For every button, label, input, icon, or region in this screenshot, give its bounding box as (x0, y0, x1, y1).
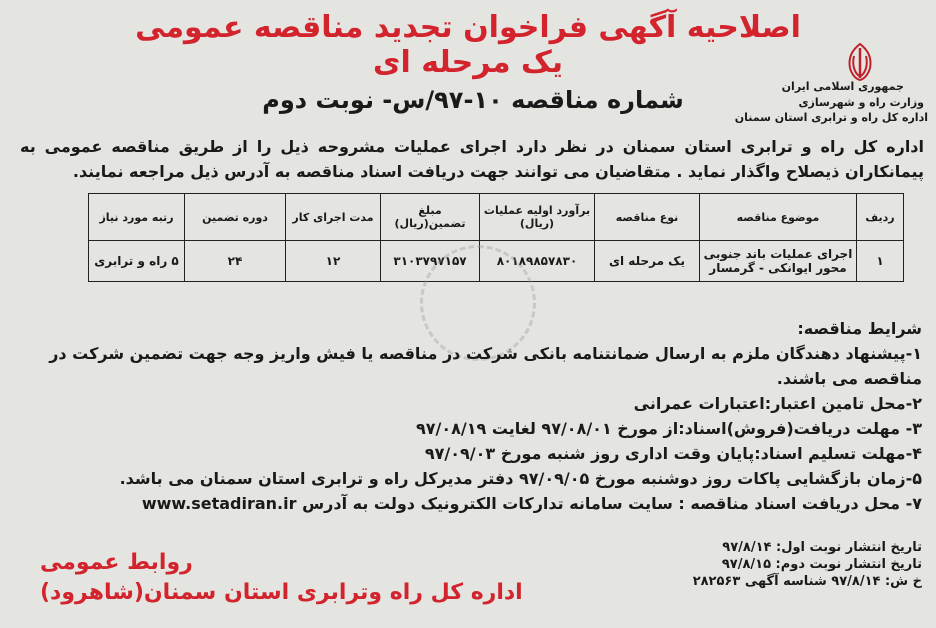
organization-signature: اداره کل راه وترابری استان سمنان(شاهرود) (40, 580, 523, 605)
row-subject: اجرای عملیات باند جنوبی محور ایوانکی - گرمسار (700, 241, 857, 282)
website-link[interactable]: www.setadiran.ir (141, 494, 297, 513)
publication-second: تاریخ انتشار نوبت دوم: ۹۷/۸/۱۵ (721, 557, 922, 572)
conditions-heading: شرایط مناقصه: (797, 319, 922, 338)
condition-item-7-text: ۷- محل دریافت اسناد مناقصه : سایت سامانه تدارکات الکترونیک دولت به آدرس (302, 494, 922, 513)
table-header-cell: مدت اجرای کار (286, 194, 381, 241)
table-header-cell: موضوع مناقصه (700, 194, 857, 241)
table-header-row (89, 194, 904, 241)
condition-item-1: ۱-پیشنهاد دهندگان ملزم به ارسال ضمانتنامه بانکی شرکت در مناقصه یا فیش واریز وجه جهت تضمین شرکت در مناقصه می باشند. (49, 344, 922, 388)
table-header-cell: رتبه مورد نیاز (89, 194, 185, 241)
condition-item-2: ۲-محل تامین اعتبار:اعتبارات عمرانی (633, 394, 922, 413)
condition-item-5: ۵-زمان بازگشایی پاکات روز دوشنبه مورخ ۹۷/۰۹/۰۵ دفتر مدیرکل راه و ترابری استان سمنان می باشد. (119, 469, 922, 488)
row-index: ۱ (857, 241, 904, 282)
row-duration: ۱۲ (286, 241, 381, 282)
public-relations-label: روابط عمومی (40, 550, 193, 575)
condition-item-7 (20, 491, 922, 516)
org-ministry-line: وزارت راه و شهرسازی (798, 96, 924, 109)
intro-paragraph: اداره کل راه و ترابری استان سمنان در نظر دارد اجرای عملیات مشروحه ذیل را از طریق مناقصه عمومی به پیمانکاران ذیصلاح واگذار نماید . متقاضیان می توانند جهت دریافت اسناد مناقصه به آدرس ذیل مراجعه نمایند. (20, 137, 924, 181)
table-header-cell: دوره تضمین (185, 194, 286, 241)
table-header-cell: ردیف (857, 194, 904, 241)
row-warranty: ۲۴ (185, 241, 286, 282)
row-estimate: ۸۰۱۸۹۸۵۷۸۳۰ (480, 241, 595, 282)
table-header-cell: نوع مناقصه (595, 194, 700, 241)
row-guarantee: ۳۱۰۳۷۹۷۱۵۷ (381, 241, 480, 282)
publication-first: تاریخ انتشار نوبت اول: ۹۷/۸/۱۴ (722, 540, 922, 555)
table-header-cell: برآورد اولیه عملیات (ریال) (480, 194, 595, 241)
conditions-section (20, 316, 922, 516)
org-department-line: اداره کل راه و ترابری استان سمنان (734, 111, 928, 124)
tender-number: شماره مناقصه ۱۰-۹۷/س- نوبت دوم (262, 86, 684, 114)
row-type: یک مرحله ای (595, 241, 700, 282)
row-grade: ۵ راه و ترابری (89, 241, 185, 282)
condition-item-3: ۳- مهلت دریافت(فروش)اسناد:از مورخ ۹۷/۰۸/۰۱ لغایت ۹۷/۰۸/۱۹ (416, 419, 922, 438)
publication-info (592, 539, 922, 590)
iran-emblem-icon (842, 42, 878, 82)
condition-item-4: ۴-مهلت تسلیم اسناد:پایان وقت اداری روز شنبه مورخ ۹۷/۰۹/۰۳ (424, 444, 922, 463)
notice-title: اصلاحیه آگهی فراخوان تجدید مناقصه عمومی یک مرحله ای (135, 10, 801, 80)
publication-ad-id: خ ش: ۹۷/۸/۱۴ شناسه آگهی ۲۸۲۵۶۳ (692, 574, 922, 589)
table-header-cell: مبلغ تضمین(ریال) (381, 194, 480, 241)
org-republic-line: جمهوری اسلامی ایران (781, 80, 904, 93)
